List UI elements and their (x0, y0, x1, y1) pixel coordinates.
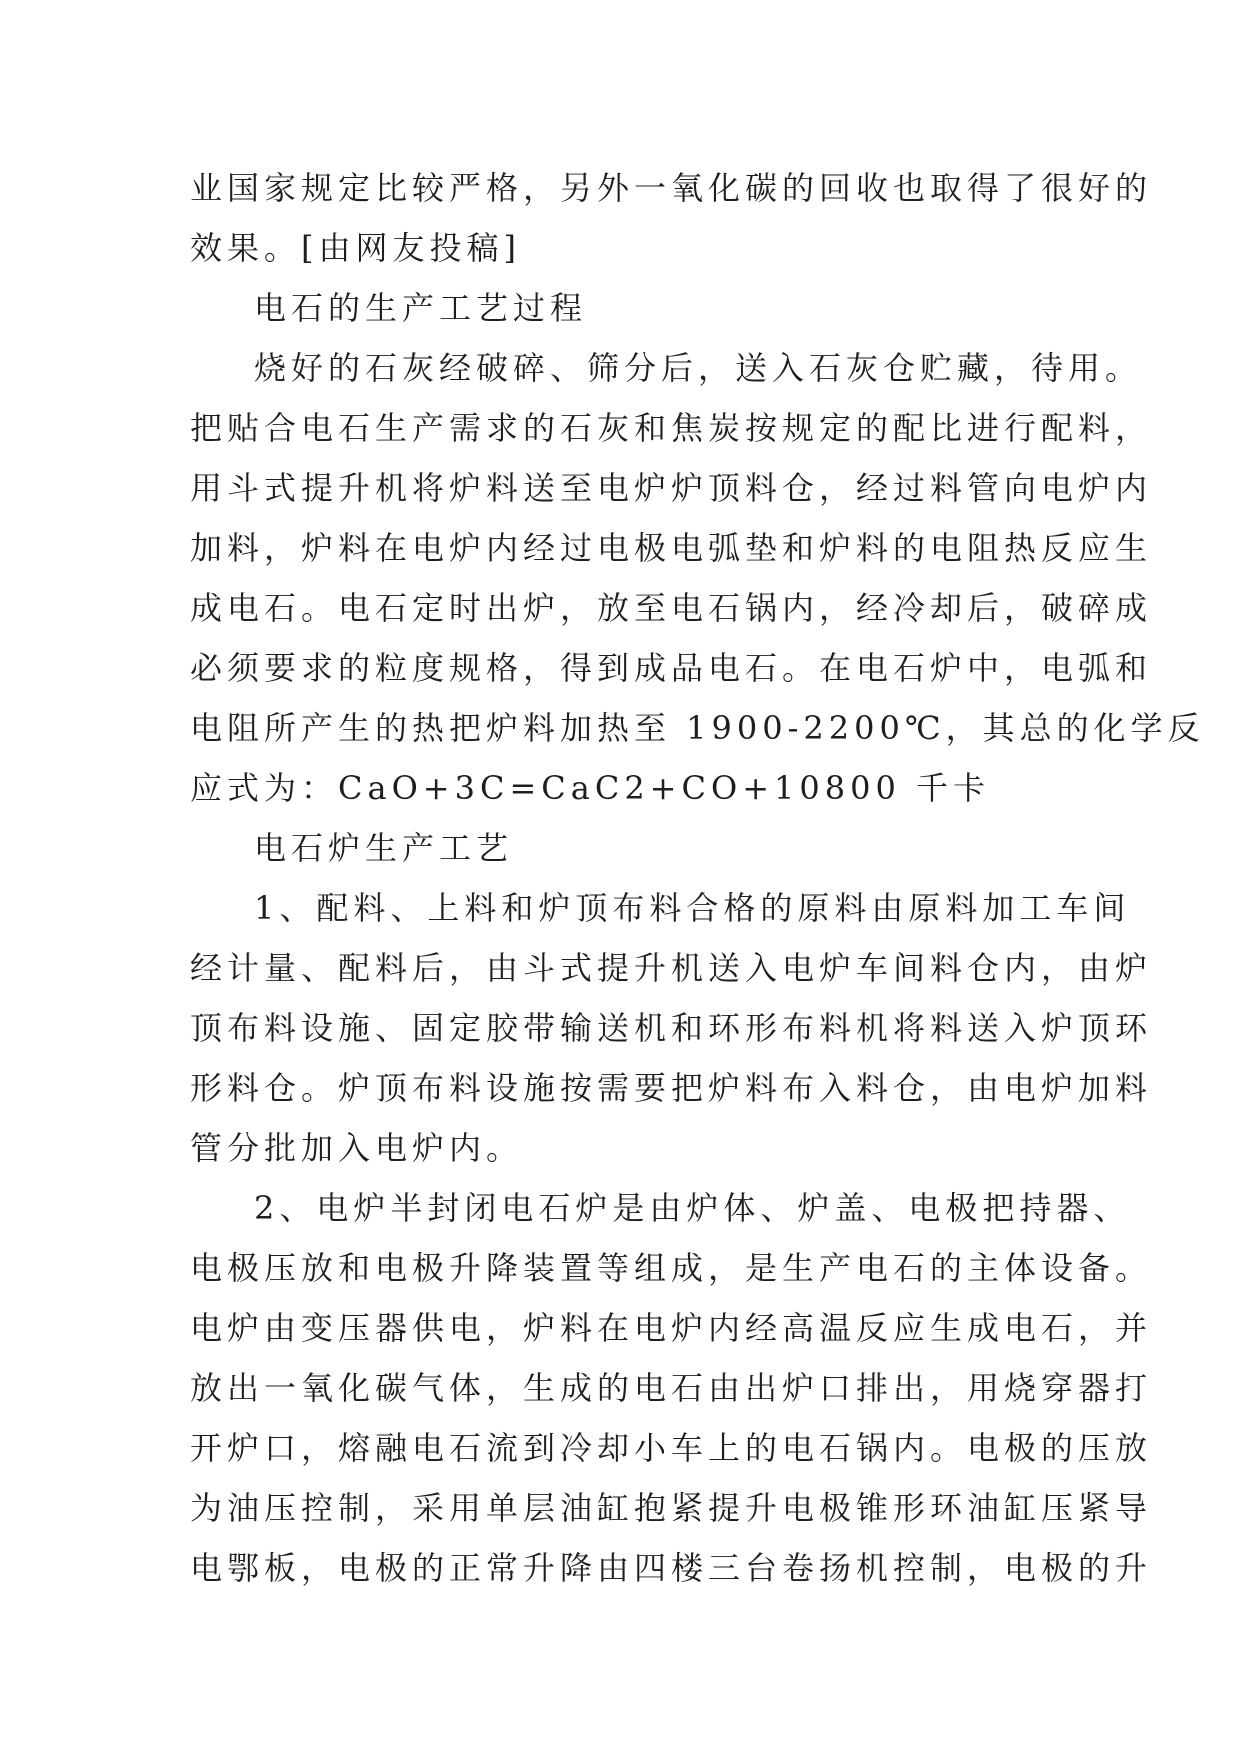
text-line: 经计量、配料后，由斗式提升机送入电炉车间料仓内，由炉 (190, 949, 1153, 987)
text-line: 电极压放和电极升降装置等组成，是生产电石的主体设备。 (190, 1249, 1153, 1287)
text-line: 业国家规定比较严格，另外一氧化碳的回收也取得了很好的 (190, 169, 1153, 207)
text-line: 为油压控制，采用单层油缸抱紧提升电极锥形环油缸压紧导 (190, 1489, 1153, 1527)
text-line: 电阻所产生的热把炉料加热至 1900-2200℃，其总的化学反 (190, 709, 1205, 747)
text-line: 成电石。电石定时出炉，放至电石锅内，经冷却后，破碎成 (190, 589, 1153, 627)
text-line: 顶布料设施、固定胶带输送机和环形布料机将料送入炉顶环 (190, 1009, 1153, 1047)
text-line: 应式为：CaO+3C=CaC2+CO+10800 千卡 (190, 769, 990, 807)
text-line: 2、电炉半封闭电石炉是由炉体、炉盖、电极把持器、 (254, 1189, 1131, 1227)
text-line: 1、配料、上料和炉顶布料合格的原料由原料加工车间 (254, 889, 1131, 927)
text-line: 管分批加入电炉内。 (190, 1129, 524, 1167)
text-line: 效果。[由网友投稿] (190, 229, 521, 267)
text-line: 用斗式提升机将炉料送至电炉炉顶料仓，经过料管向电炉内 (190, 469, 1153, 507)
text-line: 开炉口，熔融电石流到冷却小车上的电石锅内。电极的压放 (190, 1429, 1153, 1467)
text-line: 烧好的石灰经破碎、筛分后，送入石灰仓贮藏，待用。 (254, 349, 1143, 387)
body-text (190, 158, 1205, 1598)
text-line: 放出一氧化碳气体，生成的电石由出炉口排出，用烧穿器打 (190, 1369, 1153, 1407)
text-line: 必须要求的粒度规格，得到成品电石。在电石炉中，电弧和 (190, 649, 1153, 687)
section-heading: 电石炉生产工艺 (254, 829, 514, 867)
text-line: 电鄂板，电极的正常升降由四楼三台卷扬机控制，电极的升 (190, 1549, 1153, 1587)
text-line: 形料仓。炉顶布料设施按需要把炉料布入料仓，由电炉加料 (190, 1069, 1153, 1107)
section-heading: 电石的生产工艺过程 (254, 289, 588, 327)
text-line: 电炉由变压器供电，炉料在电炉内经高温反应生成电石，并 (190, 1309, 1153, 1347)
text-line: 加料，炉料在电炉内经过电极电弧垫和炉料的电阻热反应生 (190, 529, 1153, 567)
text-line: 把贴合电石生产需求的石灰和焦炭按规定的配比进行配料， (190, 409, 1153, 447)
